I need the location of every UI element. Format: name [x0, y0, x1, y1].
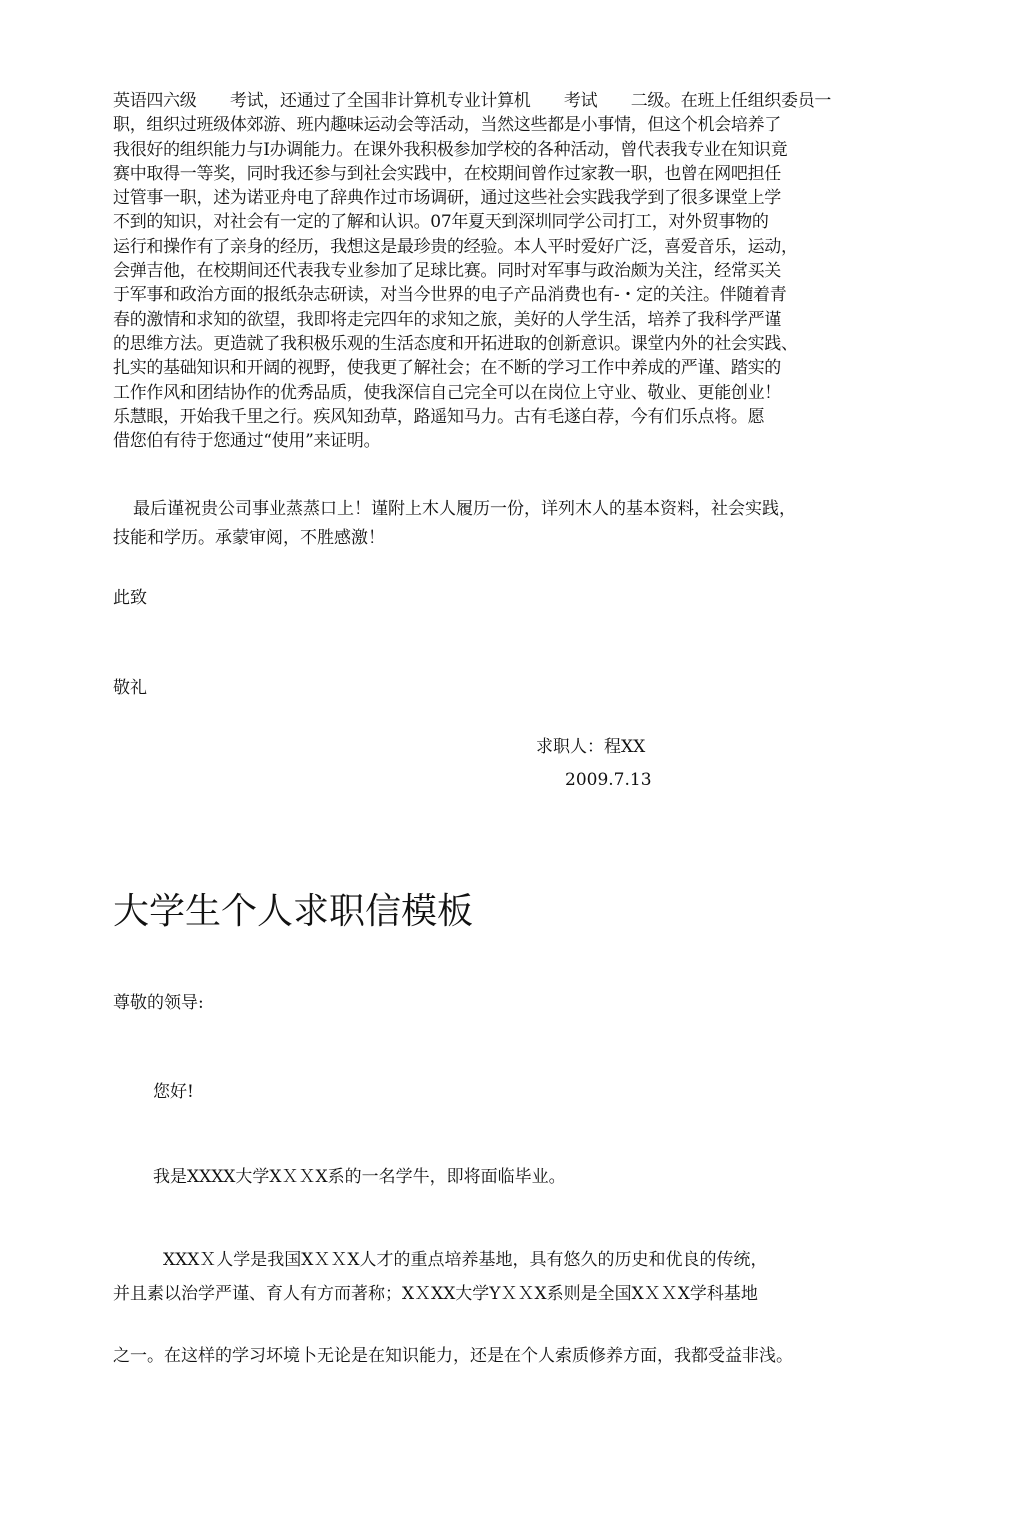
hello-line: 您好! — [153, 1082, 194, 1102]
document-title: 大学生个人求职信模板 — [113, 891, 474, 932]
text-line: 的思维方法。更造就了我积极乐观的生活态度和开拓进取的创新意识。课堂内外的社会实践、 — [113, 333, 798, 354]
body-line: 之一。在这样的学习坏境卜无论是在知识能力，还是在个人索质修养方面，我都受益非浅。 — [113, 1346, 793, 1366]
text-line: 工作作风和团结协作的优秀品质，使我深信自己完全可以在岗位上守业、敬业、更能创业！ — [113, 382, 781, 403]
text-line: 乐慧眼，开始我千里之行。疾风知劲草，路遥知马力。古有毛遂白荐，今有们乐点将。愿 — [113, 406, 765, 427]
greeting: 尊敬的领导: — [113, 993, 204, 1013]
letter-date: 2009.7.13 — [565, 770, 652, 790]
closing-line: 技能和学历。承蒙审阅，不胜感激！ — [113, 528, 385, 548]
body-line: 我是XXXX大学XＸＸX系的一名学牛，即将面临毕业。 — [153, 1167, 566, 1187]
text-line: 借您伯有待于您通过“使用”来证明。 — [113, 431, 381, 452]
text-line: 会弹吉他，在校期间还代表我专业参加了足球比赛。同时对军事与政治颇为关注，经常买关 — [113, 261, 781, 282]
text-line: 运行和操作有了亲身的经历，我想这是最珍贵的经验。本人平时爱好广泛，喜爱音乐，运动， — [113, 236, 798, 257]
text-line: 于军事和政治方面的报纸杂志研读，对当今世界的电子产品消费也有-・定的关注。伴随着青 — [113, 285, 787, 306]
letter-body-paragraph — [113, 89, 923, 453]
salutation-jingli: 敬礼 — [113, 678, 147, 698]
text-line: 赛中取得一等奖，同时我还参与到社会实践中，在校期间曾作过家教一职，也曾在网吧担任 — [113, 163, 781, 184]
salutation-cizhi: 此致 — [113, 588, 147, 608]
text-line: 职，组织过班级体郊游、班内趣味运动会等活动，当然这些都是小事情，但这个机会培养了 — [113, 115, 781, 136]
closing-line: 最后谨祝贵公司事业蒸蒸口上！谨附上木人履历一份，详列木人的基本资料，社会实践， — [133, 499, 796, 519]
body-line: 并且素以治学严谨、育人有方而著称；XＸXX大学YＸＸX系则是全国XＸＸX学科基地 — [113, 1284, 758, 1304]
text-line: 春的激情和求知的欲望，我即将走完四年的求知之旅，美好的人学生活，培养了我科学严谨 — [113, 309, 781, 330]
text-line: 我很好的组织能力与I办调能力。在课外我积极参加学校的各种活动，曾代表我专业在知识竟 — [113, 139, 788, 160]
signature: 求职人：程XX — [536, 737, 646, 757]
text-line: 过管事一职，述为诺亚舟电了辞典作过市场调研，通过这些社会实践我学到了很多课堂上学 — [113, 188, 781, 209]
text-line: 英语四六级 考试，还通过了全国非计算机专业计算机 考试 二级。在班上任组织委员一 — [113, 91, 832, 111]
text-line: 扎实的基础知识和开阔的视野，使我更了解社会；在不断的学习工作中养成的严谨、踏实的 — [113, 358, 781, 379]
body-line: XXXＸ人学是我国XＸＸX人才的重点培养基地，具有悠久的历史和优良的传统， — [163, 1250, 768, 1270]
text-line: 不到的知识，对社会有一定的了解和认识。07年夏天到深圳同学公司打工，对外贸事物的 — [113, 212, 769, 233]
